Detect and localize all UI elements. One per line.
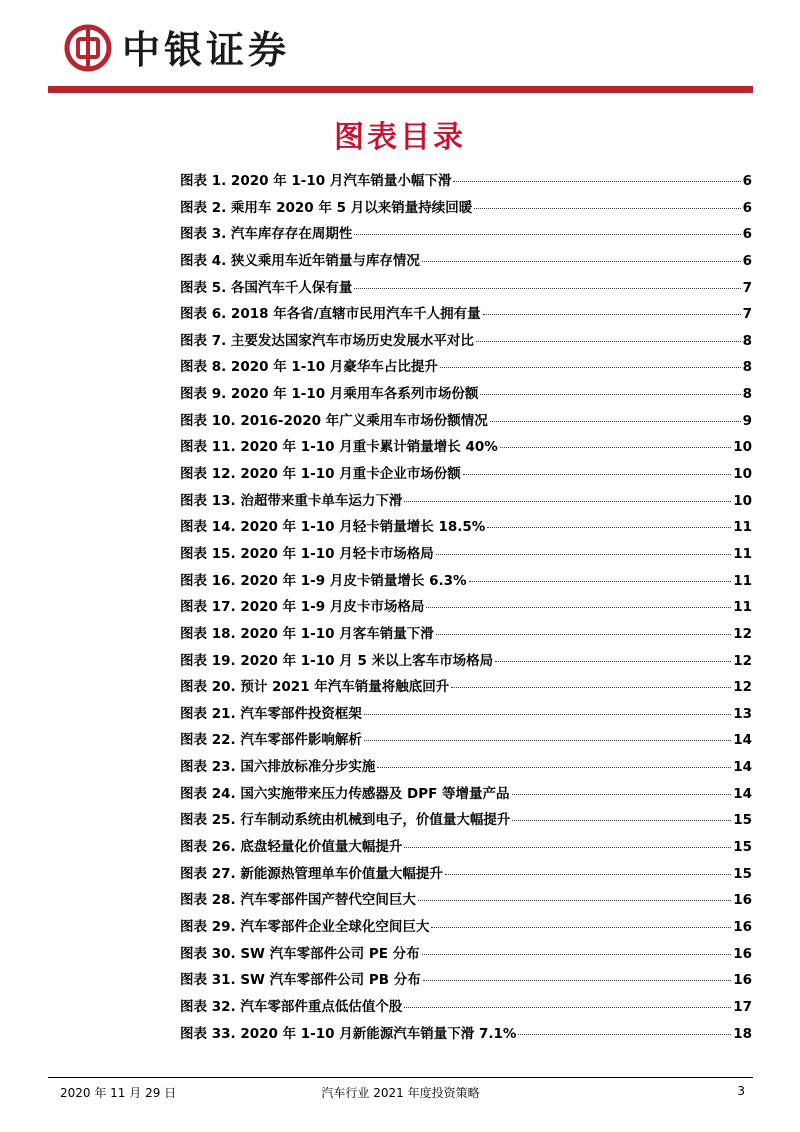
toc-item-label: 图表 1. 2020 年 1-10 月汽车销量小幅下滑 xyxy=(180,173,452,189)
toc-item-page: 10 xyxy=(733,466,752,483)
toc-item-label: 图表 22. 汽车零部件影响解析 xyxy=(180,732,362,749)
toc-dot-leader xyxy=(469,571,732,582)
toc-item-page: 16 xyxy=(733,892,752,909)
toc-item-label: 图表 20. 预计 2021 年汽车销量将触底回升 xyxy=(180,679,450,696)
toc-dot-leader xyxy=(431,917,731,928)
toc-item-page: 15 xyxy=(733,865,752,882)
toc-item[interactable] xyxy=(180,594,752,621)
toc-item-page: 11 xyxy=(733,599,752,616)
toc-item[interactable] xyxy=(180,861,752,888)
toc-item-label: 图表 24. 国六实施带来压力传感器及 DPF 等增量产品 xyxy=(180,785,510,802)
toc-item[interactable] xyxy=(180,648,752,675)
toc-item-page: 14 xyxy=(733,785,752,802)
toc-item-label: 图表 7. 主要发达国家汽车市场历史发展水平对比 xyxy=(180,332,474,349)
toc-item[interactable] xyxy=(180,275,752,302)
toc-item-label: 图表 13. 治超带来重卡单车运力下滑 xyxy=(180,492,403,509)
toc-item-label: 图表 14. 2020 年 1-10 月轻卡销量增长 18.5% xyxy=(180,519,486,536)
toc-item-page: 14 xyxy=(733,759,752,776)
toc-item[interactable] xyxy=(180,834,752,861)
table-of-figures xyxy=(180,168,752,1047)
toc-item[interactable] xyxy=(180,568,752,595)
toc-item[interactable] xyxy=(180,248,752,275)
toc-item[interactable] xyxy=(180,354,752,381)
footer-page-number: 3 xyxy=(737,1084,745,1098)
toc-item[interactable] xyxy=(180,461,752,488)
toc-item-label: 图表 3. 汽车库存存在周期性 xyxy=(180,226,353,243)
toc-item[interactable] xyxy=(180,301,752,328)
brand-name: 中银证券 xyxy=(122,27,291,72)
toc-item-label: 图表 26. 底盘轻量化价值量大幅提升 xyxy=(180,839,403,856)
toc-item[interactable] xyxy=(180,941,752,968)
toc-dot-leader xyxy=(426,597,731,608)
toc-item[interactable] xyxy=(180,488,752,515)
toc-dot-leader xyxy=(436,624,731,635)
toc-item-page: 12 xyxy=(733,652,752,669)
toc-item[interactable] xyxy=(180,381,752,408)
toc-item-page: 6 xyxy=(742,173,752,189)
toc-dot-leader xyxy=(377,757,731,768)
toc-item-label: 图表 28. 汽车零部件国产替代空间巨大 xyxy=(180,892,416,909)
page-footer xyxy=(48,1084,753,1104)
toc-item[interactable] xyxy=(180,328,752,355)
toc-item-page: 9 xyxy=(742,412,752,429)
toc-item[interactable] xyxy=(180,727,752,754)
toc-dot-leader xyxy=(453,171,740,182)
toc-item-page: 15 xyxy=(733,812,752,829)
toc-dot-leader xyxy=(436,544,731,555)
toc-item[interactable] xyxy=(180,168,752,195)
toc-dot-leader xyxy=(476,331,741,342)
toc-item-label: 图表 8. 2020 年 1-10 月豪华车占比提升 xyxy=(180,359,438,376)
toc-item-label: 图表 10. 2016-2020 年广义乘用车市场份额情况 xyxy=(180,412,488,429)
footer-report-title: 汽车行业 2021 年度投资策略 xyxy=(321,1086,480,1100)
toc-item-page: 7 xyxy=(742,279,752,296)
toc-item-page: 6 xyxy=(742,252,752,269)
toc-dot-leader xyxy=(422,251,741,262)
toc-item[interactable] xyxy=(180,195,752,222)
toc-item[interactable] xyxy=(180,674,752,701)
toc-item[interactable] xyxy=(180,967,752,994)
toc-item-label: 图表 17. 2020 年 1-9 月皮卡市场格局 xyxy=(180,599,425,616)
toc-item-label: 图表 21. 汽车零部件投资框架 xyxy=(180,705,362,722)
toc-dot-leader xyxy=(483,304,741,315)
toc-item[interactable] xyxy=(180,621,752,648)
toc-item-page: 8 xyxy=(742,332,752,349)
toc-item[interactable] xyxy=(180,434,752,461)
toc-item[interactable] xyxy=(180,807,752,834)
toc-dot-leader xyxy=(463,464,731,475)
toc-item[interactable] xyxy=(180,914,752,941)
toc-item-page: 16 xyxy=(733,945,752,962)
toc-dot-leader xyxy=(422,944,732,955)
toc-item-label: 图表 30. SW 汽车零部件公司 PE 分布 xyxy=(180,945,420,962)
toc-dot-leader xyxy=(518,1024,731,1035)
toc-item-label: 图表 4. 狭义乘用车近年销量与库存情况 xyxy=(180,252,420,269)
toc-dot-leader xyxy=(364,704,731,715)
footer-rule xyxy=(48,1077,753,1078)
page-header xyxy=(0,0,800,96)
toc-item-label: 图表 15. 2020 年 1-10 月轻卡市场格局 xyxy=(180,545,434,562)
toc-item-label: 图表 25. 行车制动系统由机械到电子，价值量大幅提升 xyxy=(180,812,511,829)
toc-item-label: 图表 12. 2020 年 1-10 月重卡企业市场份额 xyxy=(180,466,461,483)
toc-item-page: 18 xyxy=(733,1025,752,1042)
toc-item-page: 6 xyxy=(742,199,752,216)
toc-dot-leader xyxy=(480,384,740,395)
page-title: 图表目录 xyxy=(334,120,466,155)
toc-item-page: 15 xyxy=(733,839,752,856)
toc-item-label: 图表 11. 2020 年 1-10 月重卡累计销量增长 40% xyxy=(180,439,498,456)
toc-item-page: 10 xyxy=(733,492,752,509)
toc-item-page: 11 xyxy=(733,572,752,589)
toc-dot-leader xyxy=(487,517,731,528)
toc-item-label: 图表 33. 2020 年 1-10 月新能源汽车销量下滑 7.1% xyxy=(180,1025,517,1042)
toc-dot-leader xyxy=(404,491,731,502)
toc-item-label: 图表 9. 2020 年 1-10 月乘用车各系列市场份额 xyxy=(180,386,479,403)
toc-dot-leader xyxy=(495,651,731,662)
toc-dot-leader xyxy=(445,864,731,875)
toc-item[interactable] xyxy=(180,1021,752,1048)
toc-item-page: 13 xyxy=(733,705,752,722)
toc-item-label: 图表 29. 汽车零部件企业全球化空间巨大 xyxy=(180,918,430,935)
toc-dot-leader xyxy=(404,997,731,1008)
toc-item-page: 7 xyxy=(742,306,752,323)
toc-dot-leader xyxy=(354,278,740,289)
toc-item-label: 图表 31. SW 汽车零部件公司 PB 分布 xyxy=(180,972,421,989)
toc-item-label: 图表 23. 国六排放标准分步实施 xyxy=(180,759,376,776)
toc-dot-leader xyxy=(500,437,731,448)
toc-dot-leader xyxy=(440,357,741,368)
toc-dot-leader xyxy=(512,784,732,795)
toc-item-label: 图表 32. 汽车零部件重点低估值个股 xyxy=(180,998,403,1015)
toc-item-page: 8 xyxy=(742,386,752,403)
toc-item-label: 图表 2. 乘用车 2020 年 5 月以来销量持续回暖 xyxy=(180,199,473,216)
toc-item-page: 6 xyxy=(742,226,752,243)
toc-item-page: 10 xyxy=(733,439,752,456)
toc-item-label: 图表 6. 2018 年各省/直辖市民用汽车千人拥有量 xyxy=(180,306,481,323)
toc-item-label: 图表 5. 各国汽车千人保有量 xyxy=(180,279,353,296)
toc-dot-leader xyxy=(512,810,731,821)
toc-item-page: 12 xyxy=(733,625,752,642)
footer-date: 2020 年 11 月 29 日 xyxy=(60,1086,177,1100)
toc-item[interactable] xyxy=(180,701,752,728)
toc-item[interactable] xyxy=(180,781,752,808)
toc-dot-leader xyxy=(490,411,741,422)
bank-of-china-logo-icon xyxy=(64,24,112,72)
toc-dot-leader xyxy=(418,890,731,901)
toc-dot-leader xyxy=(474,198,740,209)
toc-dot-leader xyxy=(364,730,731,741)
toc-item-page: 16 xyxy=(733,918,752,935)
toc-item-label: 图表 16. 2020 年 1-9 月皮卡销量增长 6.3% xyxy=(180,572,467,589)
toc-item-page: 17 xyxy=(733,998,752,1015)
toc-item-label: 图表 27. 新能源热管理单车价值量大幅提升 xyxy=(180,865,443,882)
toc-item-label: 图表 19. 2020 年 1-10 月 5 米以上客车市场格局 xyxy=(180,652,494,669)
toc-item[interactable] xyxy=(180,754,752,781)
toc-item[interactable] xyxy=(180,994,752,1021)
toc-item[interactable] xyxy=(180,541,752,568)
toc-item-page: 11 xyxy=(733,545,752,562)
toc-item-page: 16 xyxy=(733,972,752,989)
toc-dot-leader xyxy=(423,970,731,981)
toc-item-label: 图表 18. 2020 年 1-10 月客车销量下滑 xyxy=(180,625,434,642)
toc-item-page: 11 xyxy=(733,519,752,536)
toc-item-page: 14 xyxy=(733,732,752,749)
toc-dot-leader xyxy=(404,837,731,848)
toc-item-page: 8 xyxy=(742,359,752,376)
toc-item[interactable] xyxy=(180,887,752,914)
toc-dot-leader xyxy=(451,677,731,688)
header-rule xyxy=(48,86,753,93)
toc-dot-leader xyxy=(354,224,740,235)
toc-item-page: 12 xyxy=(733,679,752,696)
toc-item[interactable] xyxy=(180,408,752,435)
toc-item[interactable] xyxy=(180,221,752,248)
toc-item[interactable] xyxy=(180,514,752,541)
